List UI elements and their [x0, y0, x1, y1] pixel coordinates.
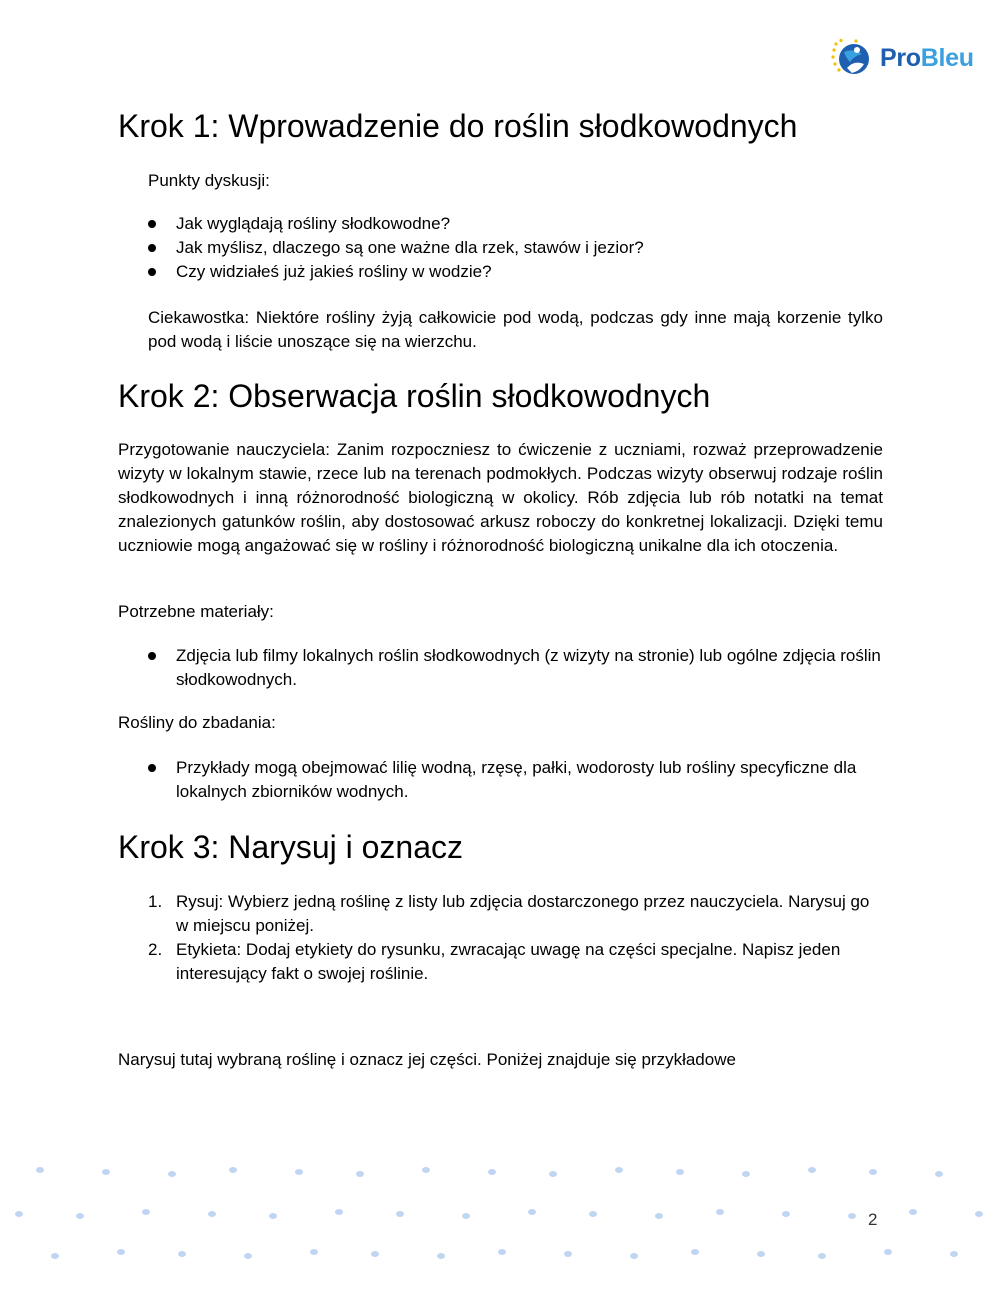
steps-item	[148, 938, 883, 986]
decorative-dot	[335, 1209, 343, 1215]
decorative-dot	[848, 1213, 856, 1219]
decorative-dot	[269, 1213, 277, 1219]
step3-heading: Krok 3: Narysuj i oznacz	[118, 829, 464, 865]
decorative-dot	[691, 1249, 699, 1255]
probleu-logo-text	[880, 44, 974, 73]
decorative-dot	[422, 1167, 430, 1173]
decorative-dot	[884, 1249, 892, 1255]
decorative-dot	[909, 1209, 917, 1215]
discussion-label: Punkty dyskusji:	[148, 171, 270, 190]
decorative-dot	[371, 1251, 379, 1257]
decorative-dot	[935, 1171, 943, 1177]
decorative-dot	[716, 1209, 724, 1215]
decorative-dot	[102, 1169, 110, 1175]
logo-bleu-text: Bleu	[920, 43, 974, 72]
decorative-dot	[975, 1211, 983, 1217]
decorative-dot	[76, 1213, 84, 1219]
logo-pro-text: Pro	[880, 43, 921, 72]
plants-item: Przykłady mogą obejmować lilię wodną, rzęsę, pałki, wodorosty lub rośliny specyficzne dla lokalnych zbiorników wodnych.	[148, 756, 883, 804]
decorative-dot	[15, 1211, 23, 1217]
decorative-dot	[51, 1253, 59, 1259]
decorative-dot	[117, 1249, 125, 1255]
discussion-list	[148, 212, 883, 284]
decorative-dot	[655, 1213, 663, 1219]
step2-heading: Krok 2: Obserwacja roślin słodkowodnych	[118, 378, 711, 414]
decorative-dot	[295, 1169, 303, 1175]
decorative-dot	[808, 1167, 816, 1173]
step1-heading: Krok 1: Wprowadzenie do roślin słodkowodnych	[118, 108, 798, 144]
materials-item: Zdjęcia lub filmy lokalnych roślin słodkowodnych (z wizyty na stronie) lub ogólne zdjęcia roślin słodkowodnych.	[148, 644, 883, 692]
steps-item	[148, 890, 883, 938]
decorative-dot	[36, 1167, 44, 1173]
plants-list	[148, 756, 883, 804]
steps-item-number: 2.	[148, 940, 163, 959]
decorative-dot	[208, 1211, 216, 1217]
decorative-dot	[630, 1253, 638, 1259]
plants-label: Rośliny do zbadania:	[118, 713, 276, 732]
discussion-item: Czy widziałeś już jakieś rośliny w wodzie?	[148, 260, 883, 284]
decorative-dot	[950, 1251, 958, 1257]
decorative-dot	[488, 1169, 496, 1175]
steps-item-text: Etykieta: Dodaj etykiety do rysunku, zwracając uwagę na części specjalne. Napisz jeden interesujący fakt o swojej roślinie.	[176, 940, 841, 983]
decorative-dot	[498, 1249, 506, 1255]
draw-instruction: Narysuj tutaj wybraną roślinę i oznacz jej części. Poniżej znajduje się przykładowe	[118, 1050, 736, 1069]
decorative-dot	[676, 1169, 684, 1175]
discussion-item: Jak wyglądają rośliny słodkowodne?	[148, 212, 883, 236]
materials-list	[148, 644, 883, 692]
decorative-dot	[869, 1169, 877, 1175]
decorative-dot	[244, 1253, 252, 1259]
decorative-dot	[356, 1171, 364, 1177]
decorative-dot	[615, 1167, 623, 1173]
decorative-dot	[742, 1171, 750, 1177]
page-number: 2	[868, 1210, 878, 1229]
decorative-dot	[782, 1211, 790, 1217]
decorative-dot	[528, 1209, 536, 1215]
fun-fact: Ciekawostka: Niektóre rośliny żyją całkowicie pod wodą, podczas gdy inne mają korzenie tylko pod wodą i liście unoszące się na wierzchu.	[148, 308, 883, 351]
decorative-dot	[168, 1171, 176, 1177]
steps-list	[148, 890, 883, 986]
decorative-dot	[178, 1251, 186, 1257]
steps-item-number: 1.	[148, 892, 163, 911]
probleu-logo-icon	[830, 38, 874, 78]
discussion-item: Jak myślisz, dlaczego są one ważne dla rzek, stawów i jezior?	[148, 236, 883, 260]
decorative-dot	[437, 1253, 445, 1259]
decorative-dot	[396, 1211, 404, 1217]
decorative-dot	[142, 1209, 150, 1215]
materials-label: Potrzebne materiały:	[118, 602, 274, 621]
decorative-dot	[549, 1171, 557, 1177]
decorative-dot	[818, 1253, 826, 1259]
teacher-prep: Przygotowanie nauczyciela: Zanim rozpoczniesz to ćwiczenie z uczniami, rozważ przeprowadzenie wizyty w lokalnym stawie, rzece lub na terenach podmokłych. Podczas wizyty obserwuj rodzaje roślin słodkowodnych i inną różnorodność biologiczną w okolicy. Rób zdjęcia lub rób notatki na temat znalezionych gatunków roślin, aby dostosować arkusz roboczy do konkretnej lokalizacji. Dzięki temu uczniowie mogą angażować się w rośliny i różnorodność biologiczną unikalne dla ich otoczenia.	[118, 440, 883, 555]
decorative-dot	[462, 1213, 470, 1219]
probleu-logo	[830, 38, 974, 78]
decorative-dot	[589, 1211, 597, 1217]
decorative-dot	[310, 1249, 318, 1255]
decorative-dot	[757, 1251, 765, 1257]
decorative-dot	[564, 1251, 572, 1257]
steps-item-text: Rysuj: Wybierz jedną roślinę z listy lub zdjęcia dostarczonego przez nauczyciela. Narysuj go w miejscu poniżej.	[176, 892, 870, 935]
dot-pattern-decoration	[0, 1150, 1000, 1294]
decorative-dot	[229, 1167, 237, 1173]
